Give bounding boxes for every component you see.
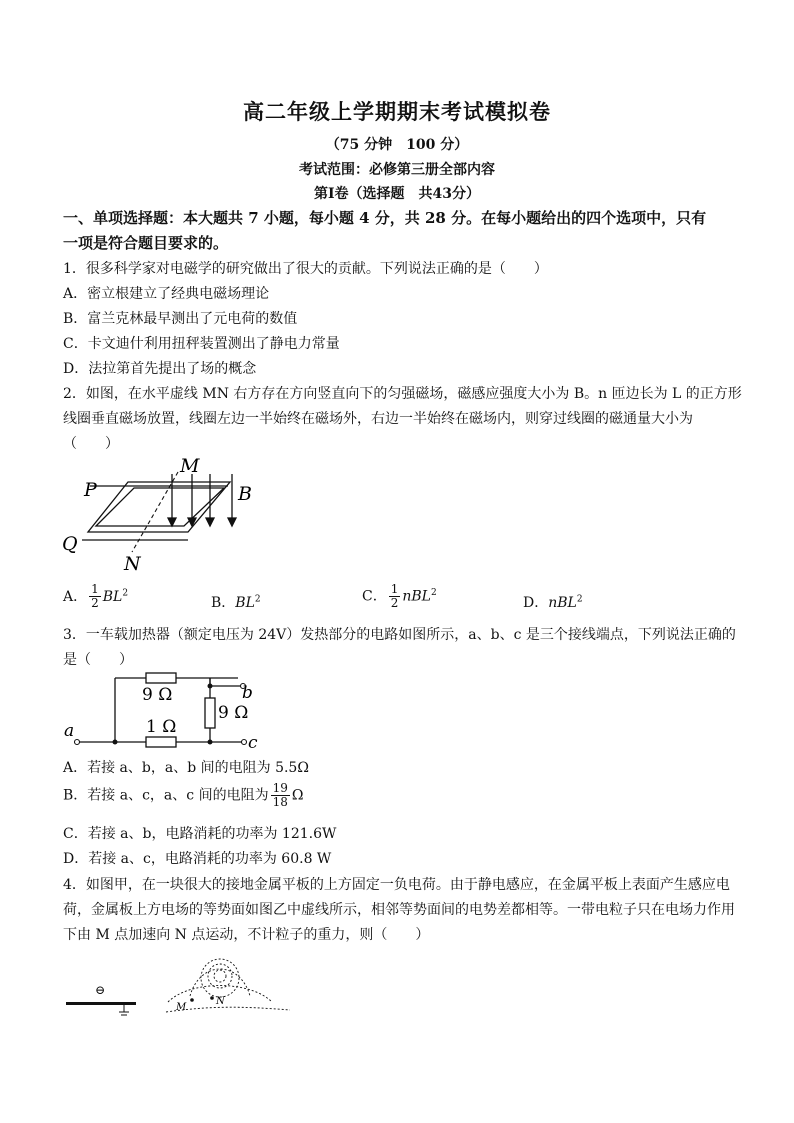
q3-resistor-right: 9 Ω	[218, 703, 249, 723]
q2-label-p: P	[84, 479, 97, 501]
q2-option-d-exp: 2	[576, 594, 583, 605]
q2-option-c-exp: 2	[430, 587, 437, 598]
q3-option-b-text: B．若接 a、c，a、c 间的电阻为	[63, 787, 269, 804]
q4-negative-charge: ⊖	[95, 983, 106, 997]
q3-option-b-denominator: 18	[272, 795, 288, 809]
q2-option-b-label: B．	[211, 595, 236, 611]
q2-label-q: Q	[62, 533, 78, 555]
q2-option-a-exp: 2	[122, 587, 129, 598]
exam-scope: 考试范围：必修第三册全部内容	[299, 162, 495, 178]
q3-option-d: D．若接 a、c，电路消耗的功率为 60.8 W	[63, 851, 332, 867]
q4-figure-a	[66, 983, 136, 1015]
q2-option-a-denominator: 2	[91, 596, 99, 610]
q2-option-a-numerator: 1	[91, 582, 99, 596]
q3-resistor-bottom: 1 Ω	[146, 717, 177, 737]
q3-resistor-top: 9 Ω	[142, 685, 173, 705]
q2-option-b-exp: 2	[254, 594, 261, 605]
q3-terminal-a: a	[64, 721, 75, 741]
q2-option-d	[523, 592, 583, 612]
q2-stem-line3: （ ）	[63, 436, 119, 452]
q2-option-c-denominator: 2	[390, 596, 399, 610]
q2-option-a-label: A．	[63, 588, 88, 605]
q3-option-c: C．若接 a、b，电路消耗的功率为 121.6W	[63, 826, 337, 842]
q1-option-d: D．法拉第首先提出了场的概念	[63, 361, 257, 377]
q4-stem-line1: 4．如图甲，在一块很大的接地金属平板的上方固定一负电荷。由于静电感应，在金属平板上表面产生感应电	[63, 877, 730, 893]
q4-label-m: M	[176, 1002, 187, 1013]
exam-time-score: （75 分钟 100 分）	[325, 137, 469, 153]
q2-option-c-fraction	[389, 583, 401, 610]
q1-stem: 1．很多科学家对电磁学的研究做出了很大的贡献。下列说法正确的是（ ）	[63, 261, 548, 277]
q3-option-b-fraction	[271, 782, 290, 809]
q2-label-n: N	[124, 553, 141, 575]
q2-stem-line1: 2．如图，在水平虚线 MN 右方存在方向竖直向下的匀强磁场，磁感应强度大小为 B。n 匝边长为 L 的正方形	[63, 386, 742, 402]
q2-option-b	[211, 592, 261, 612]
q1-option-c: C．卡文迪什利用扭秤装置测出了静电力常量	[63, 336, 340, 352]
q2-option-d-expr: nBL	[548, 595, 577, 611]
q3-circuit-figure	[60, 668, 280, 754]
q2-option-c	[362, 583, 437, 610]
part-heading: 第Ⅰ卷（选择题 共43分）	[313, 186, 481, 202]
q4-label-n: N	[216, 996, 225, 1007]
q4-stem-line3: 下由 M 点加速向 N 点运动，不计粒子的重力，则（ ）	[63, 927, 430, 943]
page-title: 高二年级上学期期末考试模拟卷	[243, 99, 551, 124]
q2-option-a-fraction	[89, 583, 101, 610]
q3-option-a: A．若接 a、b，a、b 间的电阻为 5.5Ω	[63, 760, 309, 776]
q2-option-c-label: C．	[362, 588, 387, 605]
q3-option-b-unit: Ω	[291, 787, 304, 804]
q2-label-b: B	[238, 483, 252, 505]
q2-label-m: M	[180, 455, 200, 477]
q2-option-b-expr: BL	[235, 595, 255, 611]
section-heading-line1: 一、单项选择题：本大题共 7 小题，每小题 4 分，共 28 分。在每小题给出的四个选项中，只有	[63, 209, 707, 227]
q2-figure	[60, 452, 260, 576]
q3-option-b	[63, 782, 303, 809]
q2-option-c-expr: nBL	[402, 588, 431, 605]
q2-options	[63, 583, 128, 610]
q2-option-c-numerator: 1	[390, 582, 399, 596]
q1-option-b: B．富兰克林最早测出了元电荷的数值	[63, 311, 298, 327]
q2-stem-line2: 线圈垂直磁场放置，线圈左边一半始终在磁场外，右边一半始终在磁场内，则穿过线圈的磁通量大小为	[63, 411, 693, 427]
q3-terminal-c: c	[248, 733, 258, 753]
q2-option-a	[63, 582, 129, 610]
q3-terminal-b: b	[242, 683, 253, 703]
q2-option-a-expr: BL	[102, 588, 123, 605]
q2-option-d-label: D．	[523, 595, 549, 611]
q4-figures	[60, 950, 300, 1030]
q4-stem-line2: 荷，金属板上方电场的等势面如图乙中虚线所示，相邻等势面间的电势差都相等。一带电粒子只在电场力作用	[63, 902, 735, 918]
q1-option-a: A．密立根建立了经典电磁场理论	[63, 286, 270, 302]
q3-option-b-numerator: 19	[272, 781, 288, 795]
q3-stem-line2: 是（ ）	[63, 652, 133, 668]
q3-stem-line1: 3．一车载加热器（额定电压为 24V）发热部分的电路如图所示，a、b、c 是三个接线端点，下列说法正确的	[63, 627, 736, 643]
section-heading-line2: 一项是符合题目要求的。	[63, 234, 229, 252]
